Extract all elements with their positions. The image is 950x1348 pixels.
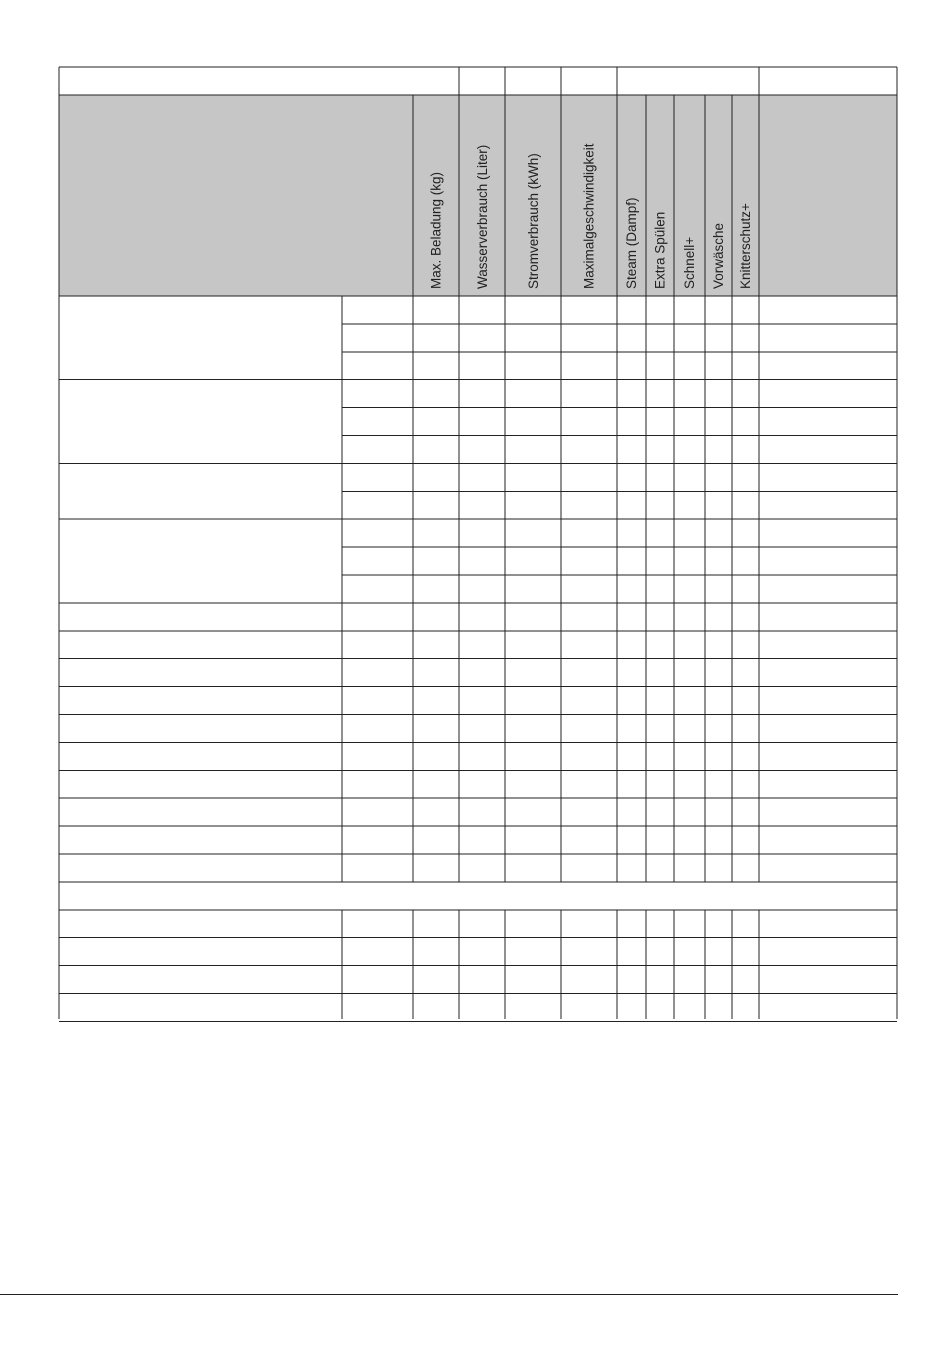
col-header-quick-plus: Schnell+: [682, 236, 697, 289]
col-header-water-consumption: Wasserverbrauch (Liter): [475, 144, 490, 289]
footer-rule: [0, 1294, 898, 1295]
col-header-prewash: Vorwäsche: [711, 222, 726, 289]
col-header-power-consumption: Stromverbrauch (kWh): [526, 153, 541, 289]
section-row: [59, 880, 897, 908]
col-header-extra-rinse: Extra Spülen: [652, 211, 668, 289]
col-header-max-load: Max. Beladung (kg): [428, 171, 444, 289]
col-header-steam: Steam (Dampf): [624, 197, 639, 289]
col-header-max-speed: Maximalgeschwindigkeit: [581, 143, 597, 289]
col-header-anti-crease-plus: Knitterschutz+: [738, 203, 753, 289]
